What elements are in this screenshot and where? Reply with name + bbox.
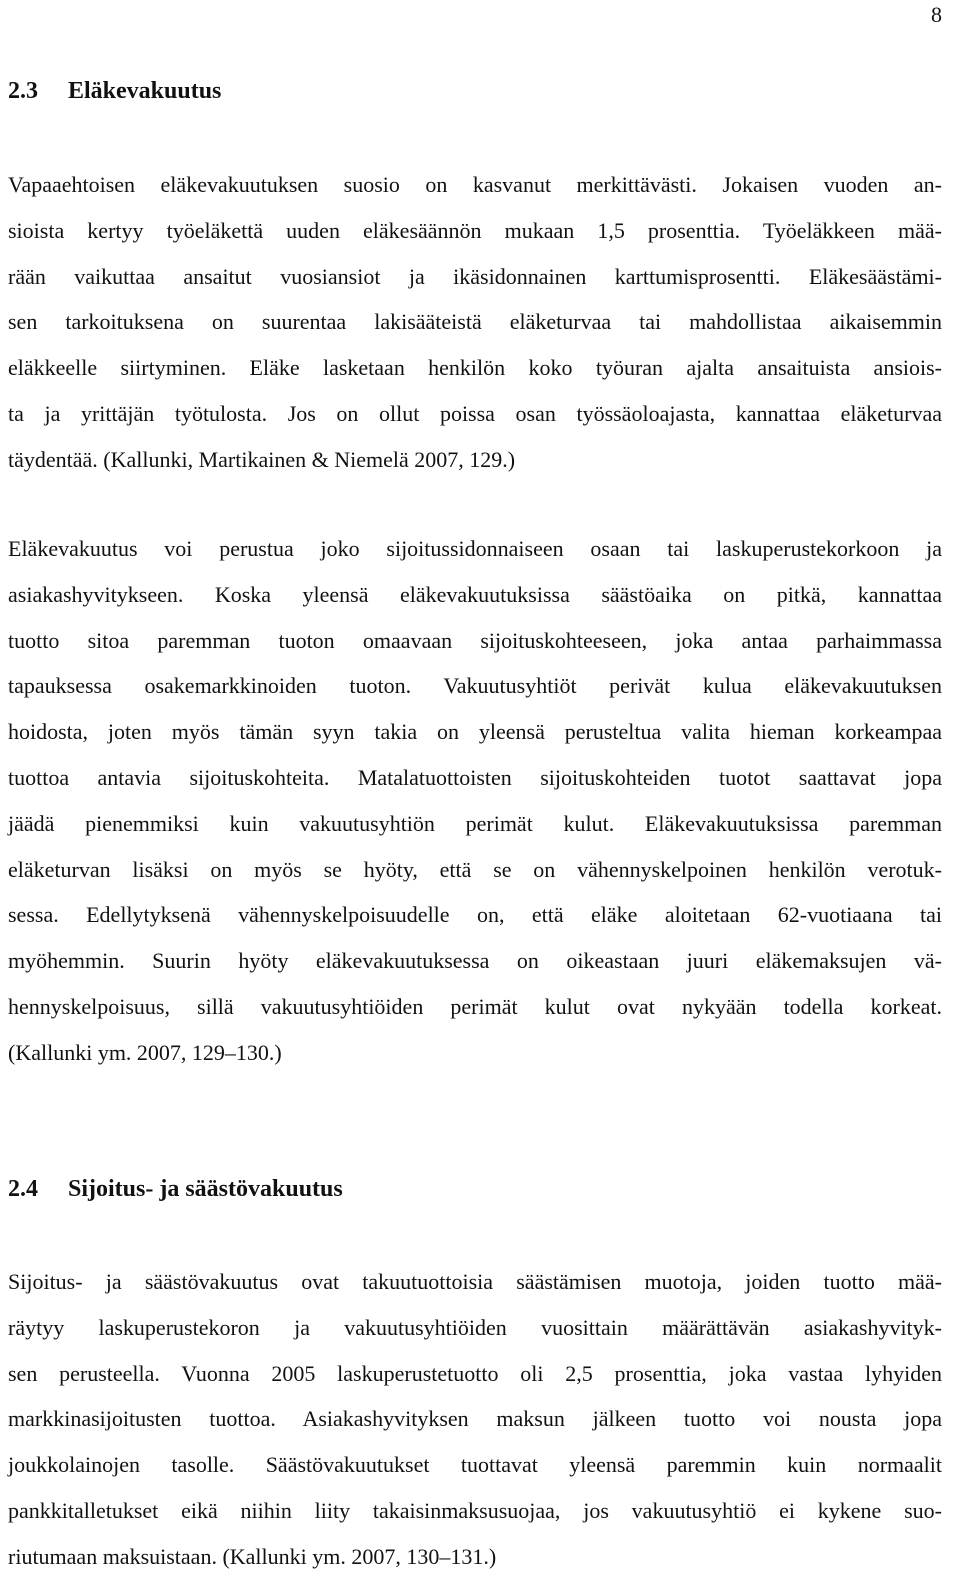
text-line: Sijoitus- ja säästövakuutus ovat takuutuottoisia säästämisen muotoja, joiden tuotto mää- [8, 1269, 942, 1294]
text-line: tuottoa antavia sijoituskohteita. Matalatuottoisten sijoituskohteiden tuotot saattavat jopa [8, 764, 942, 790]
text-line: markkinasijoitusten tuottoa. Asiakashyvityksen maksun jälkeen tuotto voi nousta jopa [8, 1406, 942, 1432]
paragraph-2-3-2 [8, 526, 942, 1076]
text-line: tapauksessa osakemarkkinoiden tuoton. Vakuutusyhtiöt perivät kulua eläkevakuutuksen [8, 673, 942, 699]
text-line: sen tarkoituksena on suurentaa lakisääteistä eläketurvaa tai mahdollistaa aikaisemmin [8, 309, 942, 335]
section-number: 2.3 [8, 78, 38, 104]
text-line: sen perusteella. Vuonna 2005 laskuperustetuotto oli 2,5 prosenttia, joka vastaa lyhyiden [8, 1360, 942, 1386]
text-line: Eläkevakuutus voi perustua joko sijoitussidonnaiseen osaan tai laskuperustekorkoon ja [8, 536, 942, 561]
text-line: tuotto sitoa paremman tuoton omaavaan sijoituskohteeseen, joka antaa parhaimmassa [8, 627, 942, 653]
text-line: asiakashyvitykseen. Koska yleensä eläkevakuutuksissa säästöaika on pitkä, kannattaa [8, 581, 942, 607]
section-heading-2-4 [8, 1176, 343, 1203]
text-line: myöhemmin. Suurin hyöty eläkevakuutuksessa on oikeastaan juuri eläkemaksujen vä- [8, 948, 942, 974]
text-line: jäädä pienemmiksi kuin vakuutusyhtiön perimät kulut. Eläkevakuutuksissa paremman [8, 810, 942, 836]
page-number: 8 [931, 2, 942, 27]
text-line: rään vaikuttaa ansaitut vuosiansiot ja ikäsidonnainen karttumisprosentti. Eläkesäästämi- [8, 263, 942, 289]
section-heading-2-3 [8, 78, 221, 105]
text-line: hoidosta, joten myös tämän syyn takia on yleensä perusteltua valita hieman korkeampaa [8, 719, 942, 745]
text-line: riutumaan maksuistaan. (Kallunki ym. 2007, 130–131.) [8, 1543, 497, 1569]
paragraph-2-4-1 [8, 1259, 942, 1580]
text-line: (Kallunki ym. 2007, 129–130.) [8, 1039, 282, 1065]
text-line: pankkitalletukset eikä niihin liity takaisinmaksusuojaa, jos vakuutusyhtiö ei kykene suo- [8, 1497, 942, 1523]
text-line: räytyy laskuperustekoron ja vakuutusyhtiöiden vuosittain määrättävän asiakashyvityk- [8, 1314, 942, 1340]
text-line: eläketurvan lisäksi on myös se hyöty, että se on vähennyskelpoinen henkilön verotuk- [8, 856, 942, 882]
text-line: ta ja yrittäjän työtulosta. Jos on ollut poissa osan työssäoloajasta, kannattaa eläketurvaa [8, 400, 942, 426]
text-line: eläkkeelle siirtyminen. Eläke lasketaan henkilön koko työuran ajalta ansaituista ansiois- [8, 355, 942, 381]
text-line: täydentää. (Kallunki, Martikainen & Niemelä 2007, 129.) [8, 446, 516, 472]
text-line: sessa. Edellytyksenä vähennyskelpoisuudelle on, että eläke aloitetaan 62-vuotiaana tai [8, 902, 942, 928]
text-line: hennyskelpoisuus, sillä vakuutusyhtiöiden perimät kulut ovat nykyään todella korkeat. [8, 993, 942, 1019]
text-line: sioista kertyy työeläkettä uuden eläkesäännön mukaan 1,5 prosenttia. Työeläkkeen mää- [8, 217, 942, 243]
text-line: joukkolainojen tasolle. Säästövakuutukset tuottavat yleensä paremmin kuin normaalit [8, 1452, 942, 1478]
text-line: Vapaaehtoisen eläkevakuutuksen suosio on kasvanut merkittävästi. Jokaisen vuoden an- [8, 172, 942, 197]
section-title: Eläkevakuutus [68, 78, 222, 104]
section-number: 2.4 [8, 1176, 38, 1202]
paragraph-2-3-1 [8, 162, 942, 483]
section-title: Sijoitus- ja säästövakuutus [68, 1176, 343, 1202]
